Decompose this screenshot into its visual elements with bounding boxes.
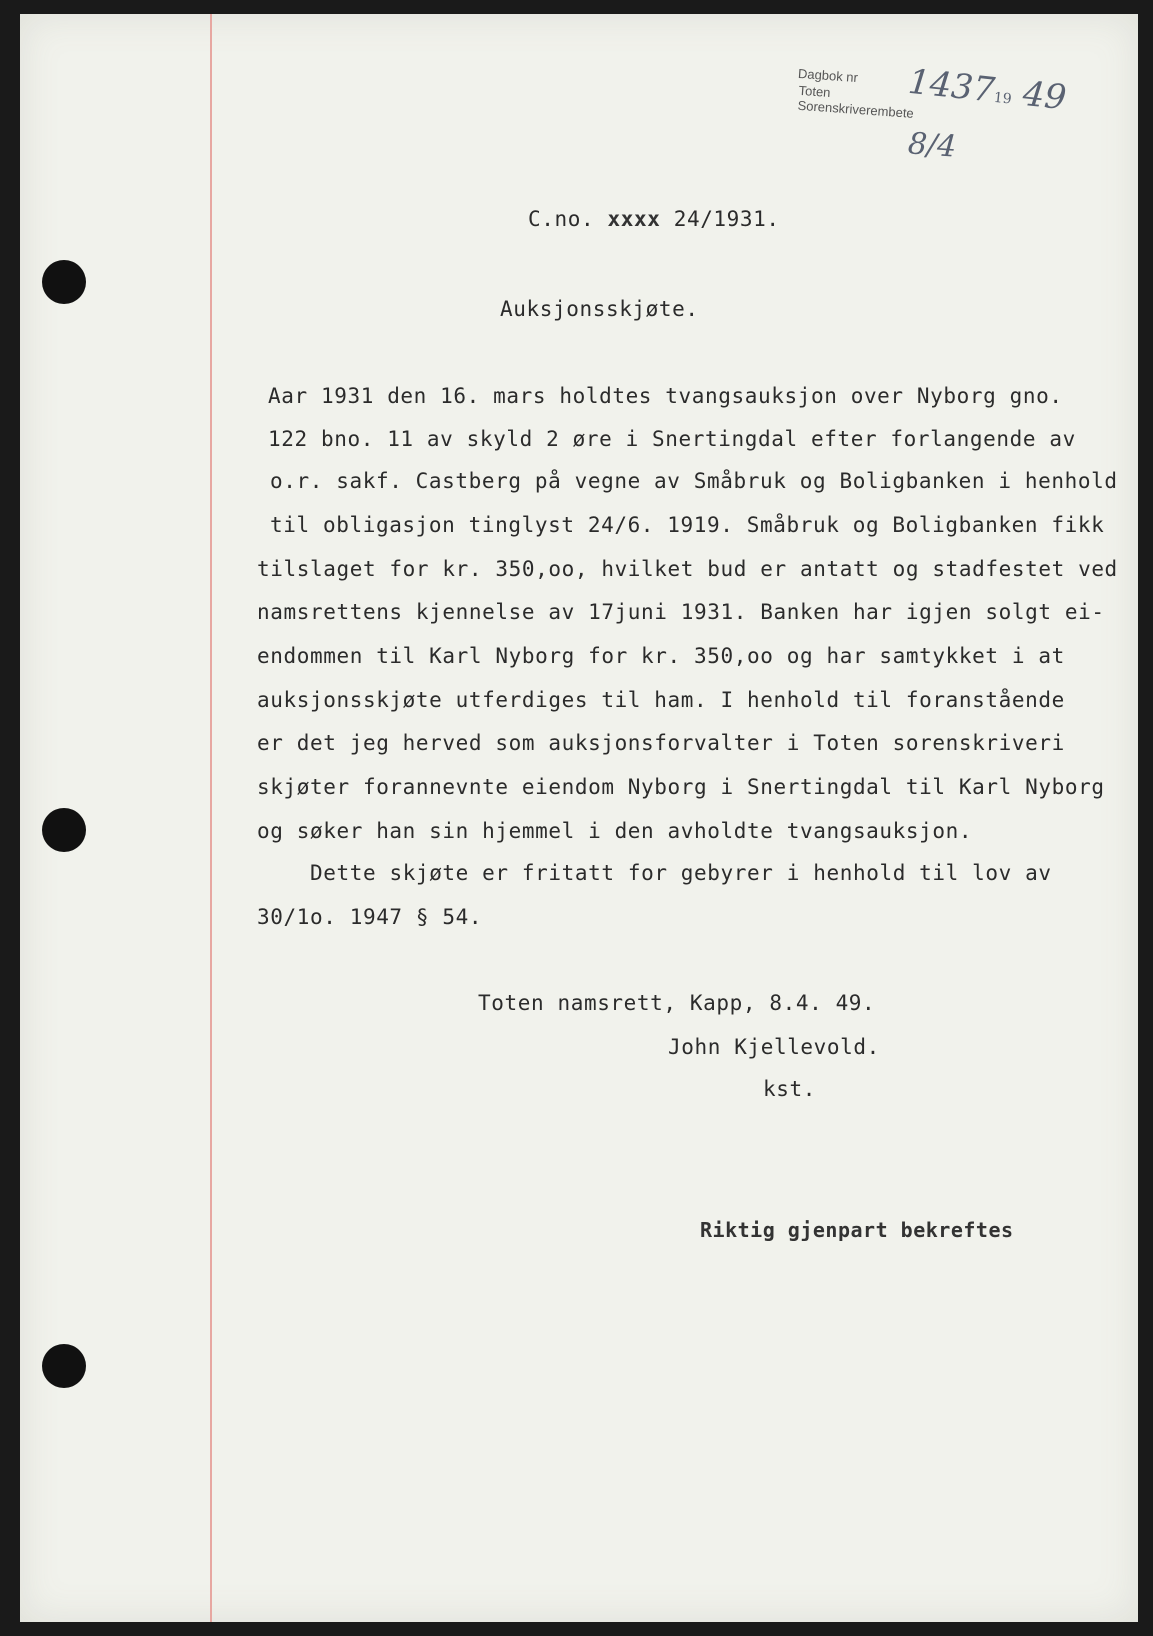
signature-title: kst. xyxy=(763,1077,816,1101)
body-line: endommen til Karl Nyborg for kr. 350,oo og har samtykket i at xyxy=(257,644,1065,668)
punch-hole xyxy=(42,1344,86,1388)
body-line: 30/1o. 1947 § 54. xyxy=(257,905,483,929)
punch-hole xyxy=(42,808,86,852)
body-line: Dette skjøte er fritatt for gebyrer i henhold til lov av xyxy=(310,861,1052,885)
certification-stamp: Riktig gjenpart bekreftes xyxy=(700,1218,1014,1242)
body-line: er det jeg herved som auksjonsforvalter i Toten sorenskriveri xyxy=(257,731,1065,755)
journal-number: 143719 49 xyxy=(906,61,1069,119)
body-line: til obligasjon tinglyst 24/6. 1919. Småbruk og Boligbanken fikk xyxy=(270,513,1105,537)
document-page xyxy=(20,14,1138,1622)
margin-line xyxy=(210,14,212,1622)
body-line: o.r. sakf. Castberg på vegne av Småbruk og Boligbanken i henhold xyxy=(270,469,1118,493)
document-title: Auksjonsskjøte. xyxy=(500,297,699,321)
stamp-line-2: Toten Sorenskriverembete xyxy=(797,82,915,121)
place-date: Toten namsrett, Kapp, 8.4. 49. xyxy=(478,991,876,1015)
journal-date: 8/4 xyxy=(906,126,958,165)
body-line: og søker han sin hjemmel i den avholdte tvangsauksjon. xyxy=(257,819,973,843)
body-line: Aar 1931 den 16. mars holdtes tvangsauksjon over Nyborg gno. xyxy=(268,384,1063,408)
case-reference: C.no. xxxx 24/1931. xyxy=(528,207,780,231)
body-line: tilslaget for kr. 350,oo, hvilket bud er antatt og stadfestet ved xyxy=(257,557,1118,581)
stamp-line-1: Dagbok nr xyxy=(797,65,859,86)
body-line: namsrettens kjennelse av 17juni 1931. Banken har igjen solgt ei- xyxy=(257,600,1105,624)
punch-hole xyxy=(42,260,86,304)
struck-out-text: xxxx xyxy=(607,207,661,231)
signature: John Kjellevold. xyxy=(668,1035,880,1059)
body-line: skjøter forannevnte eiendom Nyborg i Snertingdal til Karl Nyborg xyxy=(257,775,1105,799)
body-line: auksjonsskjøte utferdiges til ham. I henhold til foranstående xyxy=(257,688,1065,712)
body-line: 122 bno. 11 av skyld 2 øre i Snertingdal efter forlangende av xyxy=(268,427,1076,451)
